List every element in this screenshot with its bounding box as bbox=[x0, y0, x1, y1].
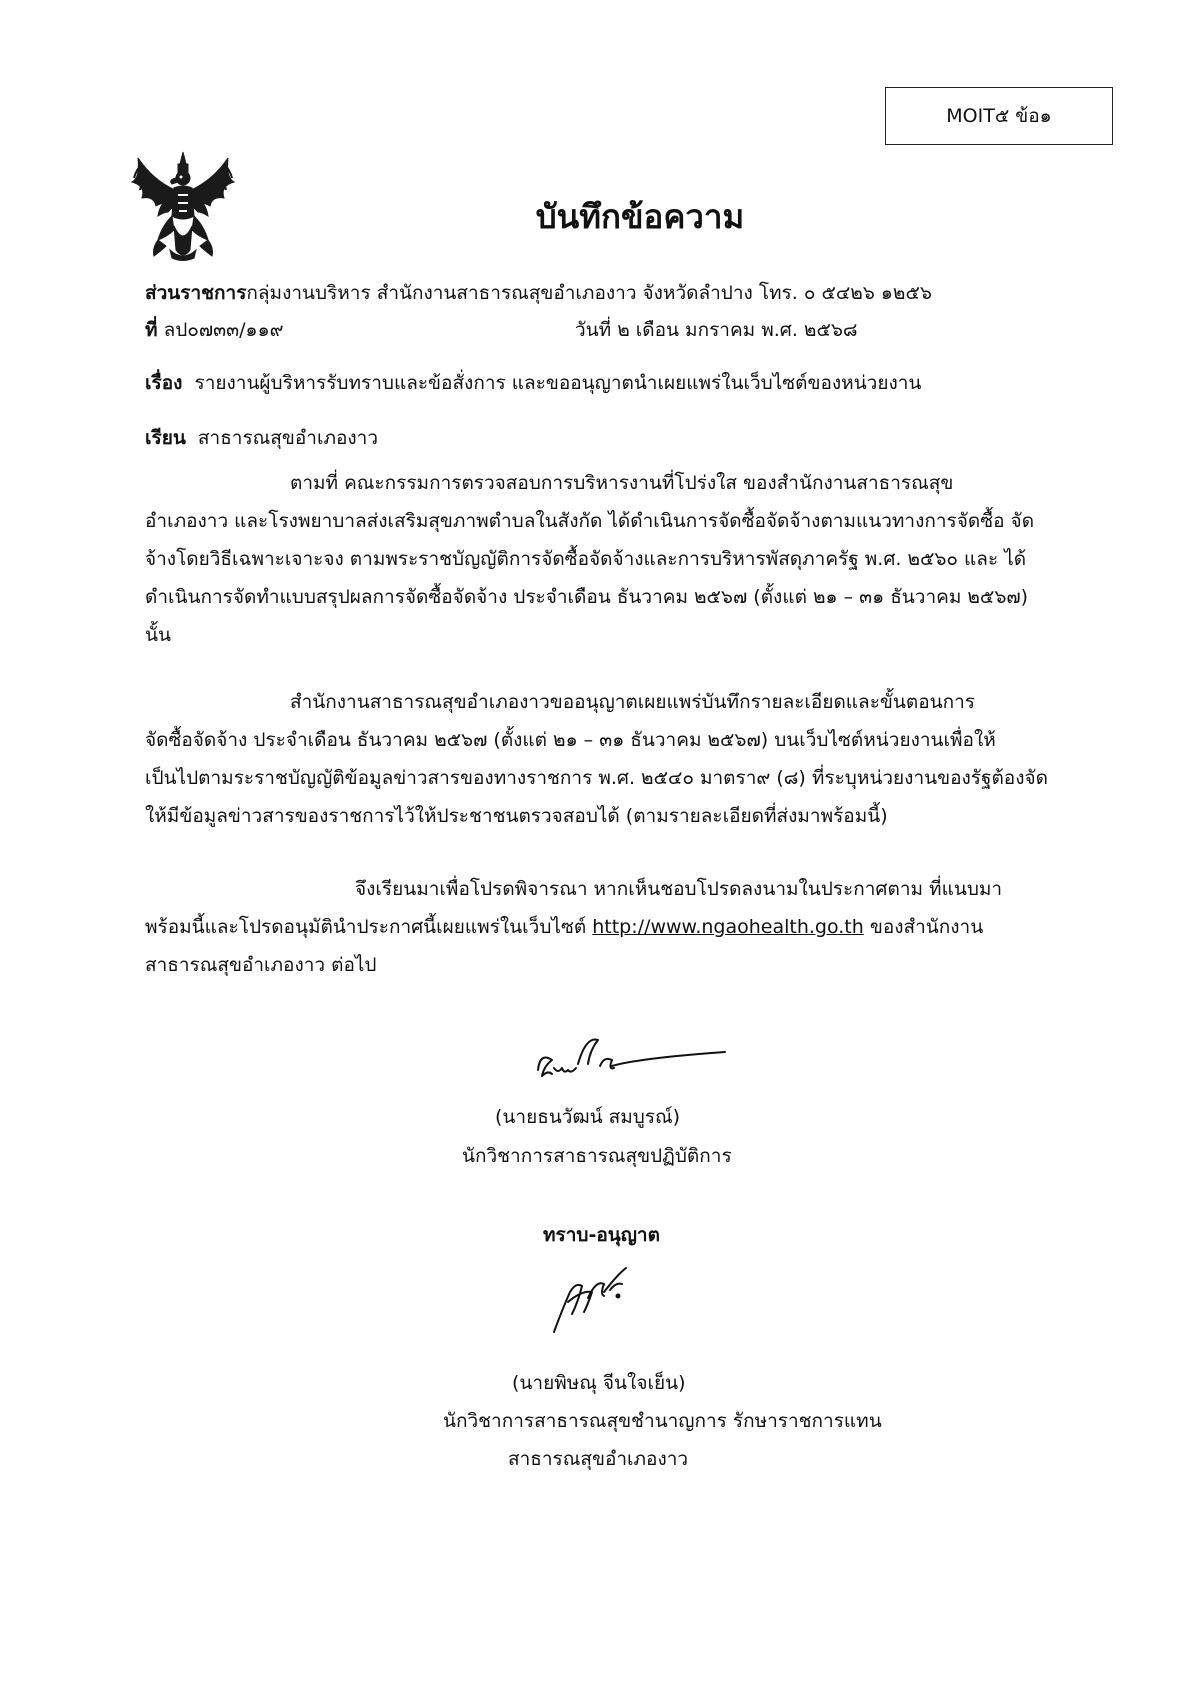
paragraph-line: ตามที่ คณะกรรมการตรวจสอบการบริหารงานที่โปร่งใส ของสำนักงานสาธารณสุข bbox=[290, 472, 954, 494]
link-suffix-text: ของสำนักงาน bbox=[863, 916, 984, 938]
page-title: บันทึกข้อความ bbox=[535, 197, 745, 236]
signer-2-name: (นายพิษณุ จีนใจเย็น) bbox=[512, 1372, 686, 1394]
to-line bbox=[145, 423, 378, 453]
body-paragraph-1 bbox=[145, 464, 1074, 654]
agency-line bbox=[145, 278, 932, 308]
signature-1-image bbox=[530, 1030, 730, 1088]
ref-value: ลป๐๗๓๓/๑๑๙ bbox=[163, 319, 284, 341]
paragraph-line: เป็นไปตามระราชบัญญัติข้อมูลข่าวสารของทางราชการ พ.ศ. ๒๕๔๐ มาตรา๙ (๘) ที่ระบุหน่วยงานของรัฐต้องจัด bbox=[145, 767, 1048, 789]
agency-value: กลุ่มงานบริหาร สำนักงานสาธารณสุขอำเภองาว จังหวัดลำปาง โทร. ๐ ๕๔๒๖ ๑๒๕๖ bbox=[246, 282, 932, 304]
ref-line bbox=[145, 315, 284, 345]
paragraph-line: ดำเนินการจัดทำแบบสรุปผลการจัดซื้อจัดจ้าง ประจำเดือน ธันวาคม ๒๕๖๗ (ตั้งแต่ ๒๑ – ๓๑ ธันวาคม ๒๕๖๗) bbox=[145, 586, 1029, 608]
link-prefix-text: พร้อมนี้และโปรดอนุมัตินำประกาศนี้เผยแพร่ในเว็บไซต์ bbox=[145, 916, 593, 938]
paragraph-line: ให้มีข้อมูลข่าวสารของราชการไว้ให้ประชาชนตรวจสอบได้ (ตามรายละเอียดที่ส่งมาพร้อมนี้) bbox=[145, 805, 888, 827]
approval-label: ทราบ-อนุญาต bbox=[543, 1224, 660, 1246]
website-link[interactable]: http://www.ngaohealth.go.th bbox=[592, 916, 864, 938]
agency-label: ส่วนราชการ bbox=[145, 282, 247, 304]
paragraph-line: จัดซื้อจัดจ้าง ประจำเดือน ธันวาคม ๒๕๖๗ (ตั้งแต่ ๒๑ – ๓๑ ธันวาคม ๒๕๖๗) บนเว็บไซต์หน่วยงานเพื่อให้ bbox=[145, 729, 996, 751]
signature-2-image bbox=[548, 1262, 648, 1342]
subject-line bbox=[145, 368, 921, 398]
signer-2-position-line-2: สาธารณสุขอำเภองาว bbox=[508, 1448, 689, 1470]
paragraph-line bbox=[145, 908, 1074, 946]
to-value: สาธารณสุขอำเภองาว bbox=[197, 427, 378, 449]
paragraph-line: นั้น bbox=[145, 624, 171, 646]
subject-value: รายงานผู้บริหารรับทราบและข้อสั่งการ และขออนุญาตนำเผยแพร่ในเว็บไซต์ของหน่วยงาน bbox=[194, 372, 922, 394]
ref-label: ที่ bbox=[145, 319, 158, 341]
date-value: วันที่ ๒ เดือน มกราคม พ.ศ. ๒๕๖๘ bbox=[575, 319, 858, 341]
signer-1-name: (นายธนวัฒน์ สมบูรณ์) bbox=[495, 1106, 681, 1128]
paragraph-line: สำนักงานสาธารณสุขอำเภองาวขออนุญาตเผยแพร่บันทึกรายละเอียดและขั้นตอนการ bbox=[290, 691, 975, 713]
paragraph-line: อำเภองาว และโรงพยาบาลส่งเสริมสุขภาพตำบลในสังกัด ได้ดำเนินการจัดซื้อจัดจ้างตามแนวทางการจัดซื้อ จัด bbox=[145, 510, 1035, 532]
signer-2-position-line-1: นักวิชาการสาธารณสุขชำนาญการ รักษาราชการแทน bbox=[443, 1410, 882, 1432]
body-paragraph-2 bbox=[145, 683, 1074, 835]
moit-label: MOIT๕ ข้อ๑ bbox=[946, 105, 1052, 127]
signer-1-position: นักวิชาการสาธารณสุขปฏิบัติการ bbox=[462, 1145, 732, 1167]
moit-code-box bbox=[885, 87, 1113, 145]
body-paragraph-3 bbox=[145, 870, 1074, 984]
to-label: เรียน bbox=[145, 427, 186, 449]
paragraph-line: จ้างโดยวิธีเฉพาะเจาะจง ตามพระราชบัญญัติการจัดซื้อจัดจ้างและการบริหารพัสดุภาครัฐ พ.ศ. ๒๕๖๐ และ ได้ bbox=[145, 548, 1027, 570]
paragraph-line: สาธารณสุขอำเภองาว ต่อไป bbox=[145, 954, 377, 976]
date-line bbox=[575, 315, 858, 345]
subject-label: เรื่อง bbox=[145, 372, 183, 394]
paragraph-line: จึงเรียนมาเพื่อโปรดพิจารณา หากเห็นชอบโปรดลงนามในประกาศตาม ที่แนบมา bbox=[355, 878, 1003, 900]
